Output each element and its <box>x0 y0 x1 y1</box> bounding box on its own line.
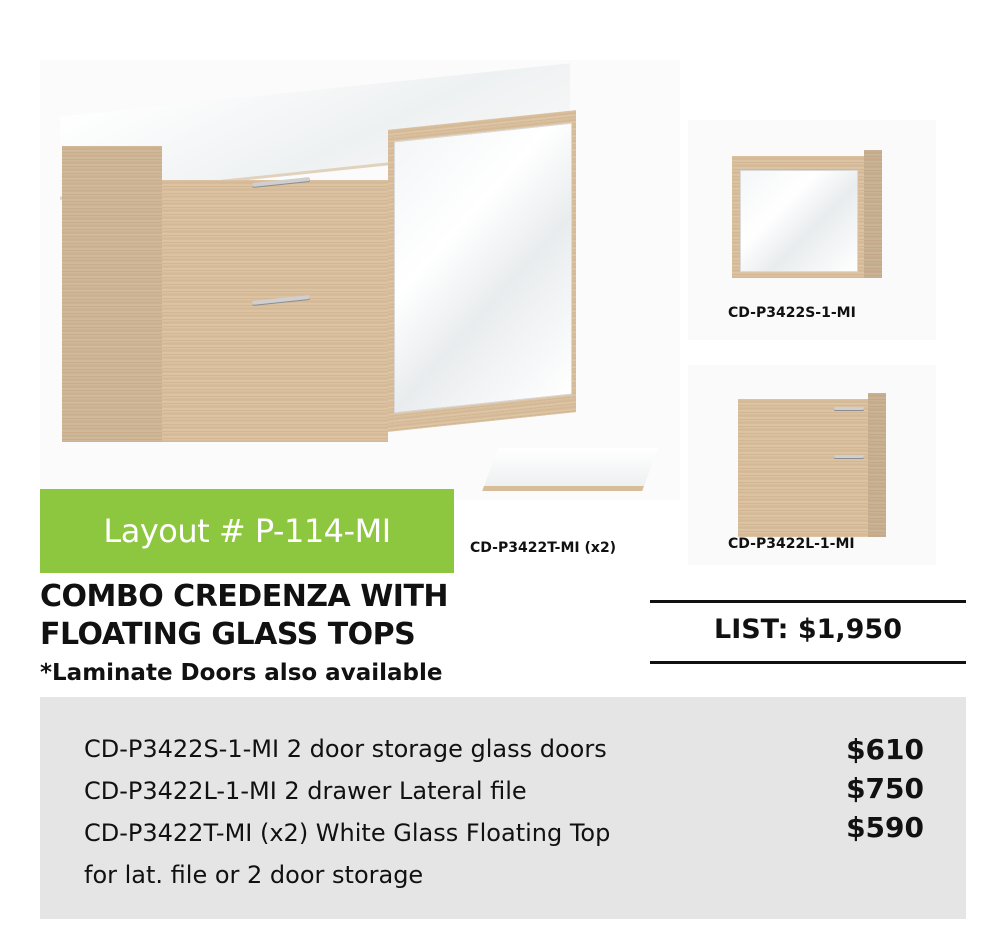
lateral-caption: CD-P3422L-1-MI <box>728 536 855 552</box>
lateral-cabinet-side <box>868 393 886 537</box>
product-title <box>40 578 640 654</box>
storage-caption: CD-P3422S-1-MI <box>728 305 856 321</box>
top-caption: CD-P3422T-MI (x2) <box>470 540 617 556</box>
title-line-1: COMBO CREDENZA WITH <box>40 579 449 614</box>
item-desc-3: CD-P3422T-MI (x2) White Glass Floating Top <box>84 819 611 847</box>
item-desc-1: CD-P3422S-1-MI 2 door storage glass doors <box>84 735 607 763</box>
item-price-1: $610 <box>846 733 924 766</box>
lateral-handle-bottom <box>834 455 864 458</box>
layout-number: Layout # P-114-MI <box>103 512 391 550</box>
lateral-handle-top <box>834 407 864 410</box>
storage-cabinet-side <box>864 150 882 278</box>
item-price-3: $590 <box>846 811 924 844</box>
price-rule-top <box>650 600 966 603</box>
lateral-cabinet <box>738 399 868 537</box>
availability-note: *Laminate Doors also available <box>40 660 443 686</box>
lateral-file-unit <box>160 180 388 442</box>
lateral-file-side <box>62 146 162 442</box>
storage-cabinet-glass <box>740 170 858 272</box>
item-desc-2: CD-P3422L-1-MI 2 drawer Lateral file <box>84 777 527 805</box>
layout-banner <box>40 489 454 573</box>
storage-glass-doors <box>394 123 572 414</box>
loose-glass-top <box>482 448 658 491</box>
title-line-2: FLOATING GLASS TOPS <box>40 617 416 652</box>
item-price-2: $750 <box>846 772 924 805</box>
credenza-photo <box>40 60 680 500</box>
price-rule-bottom <box>650 661 966 664</box>
lateral-file-photo <box>688 365 936 565</box>
item-list <box>40 697 966 919</box>
item-desc-3-continued: for lat. file or 2 door storage <box>84 861 424 889</box>
list-price: LIST: $1,950 <box>713 614 903 645</box>
